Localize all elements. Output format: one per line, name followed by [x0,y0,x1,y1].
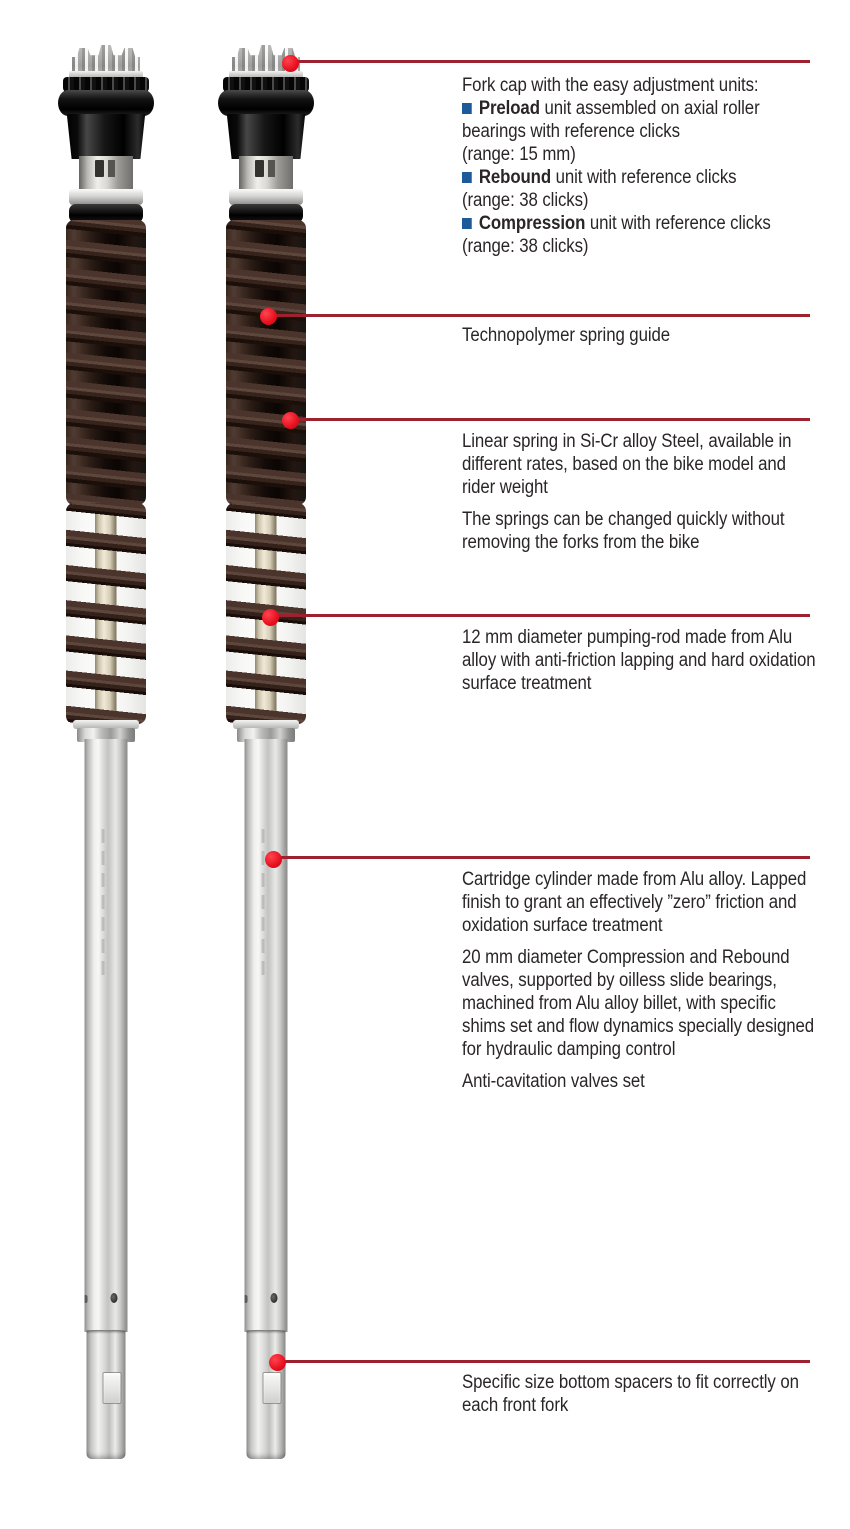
callout-dot-pumping-rod [262,609,279,626]
bottom-spacer [87,1330,126,1459]
annotation-paragraph [462,508,816,554]
bleed-hole [271,1293,278,1303]
laser-etching [102,829,105,979]
annotation-paragraph [462,324,816,347]
annotation-text: Linear spring in Si-Cr alloy Steel, available in different rates, based on the bike model and rider weight [462,431,792,498]
emphasis-label: Preload [478,98,540,119]
spring-seat-flange [229,189,303,205]
laser-etching [262,829,265,979]
callout-dot-bottom-spacers [269,1354,286,1371]
callout-line-bottom-spacers [277,1360,810,1363]
annotation-text: Specific size bottom spacers to fit correctly on each front fork [462,1372,799,1416]
callout-line-cartridge-cylinder [273,856,810,859]
annotation-paragraph [462,868,816,937]
annotation-paragraph [462,626,816,695]
emphasis-label: Rebound [478,167,552,188]
annotation-paragraph [462,143,816,166]
annotation-text: The springs can be changed quickly without removing the forks from the bike [462,509,785,553]
callout-text-linear-spring [462,430,816,554]
callout-text-pumping-rod [462,626,816,695]
annotation-text: (range: 15 mm) [462,144,576,165]
cartridge-cylinder-tube [85,739,128,1332]
annotation-text: 12 mm diameter pumping-rod made from Alu alloy with anti-friction lapping and hard oxidation surface treatment [462,627,816,694]
annotation-text: Technopolymer spring guide [462,325,671,346]
spring-seat-flange [69,189,143,205]
callout-text-spring-guide [462,324,816,347]
fork-cap-body [226,114,306,159]
cap-slot [108,160,115,177]
annotation-paragraph [462,74,816,97]
callout-dot-fork-cap [282,55,299,72]
annotation-text: Cartridge cylinder made from Alu alloy. Lapped finish to grant an effectively ”zero” friction and oxidation surface treatment [462,869,807,936]
annotation-paragraph [462,946,816,1061]
annotation-text: unit with reference clicks [551,167,737,188]
annotation-paragraph [462,97,816,143]
edge-notch [245,1295,248,1303]
annotation-text: Anti-cavitation valves set [462,1071,645,1092]
bullet-square-icon [462,172,472,183]
spring-over-guide [66,220,146,505]
bullet-square-icon [462,103,472,114]
edge-notch [85,1295,88,1303]
spring-over-rod [66,503,146,724]
cap-silver-section [79,156,133,191]
fork-cap-flange [58,90,154,116]
emphasis-label: Compression [478,213,586,234]
annotation-paragraph [462,166,816,189]
callout-dot-cartridge-cylinder [265,851,282,868]
annotation-text: (range: 38 clicks) [462,190,589,211]
cap-slot [268,160,275,177]
fork-cartridge-left [51,45,161,1465]
annotation-paragraph [462,1070,816,1093]
callout-dot-spring-guide [260,308,277,325]
bottom-spacer [247,1330,286,1459]
annotation-paragraph [462,1371,816,1417]
spacer-slot [264,1373,281,1403]
spring-over-guide [226,220,306,505]
annotation-paragraph [462,235,816,258]
callout-line-pumping-rod [270,614,810,617]
bleed-hole [111,1293,118,1303]
callout-text-cartridge-cylinder [462,868,816,1093]
annotation-text: unit with reference clicks [585,213,771,234]
annotation-paragraph [462,430,816,499]
fork-cap-body [66,114,146,159]
annotation-text: 20 mm diameter Compression and Rebound valves, supported by oilless slide bearings, machined from Alu alloy billet, with specific shims set and flow dynamics specially designed for hydraulic damping control [462,947,815,1060]
fork-cartridge-right [211,45,321,1465]
cartridge-cylinder-tube [245,739,288,1332]
callout-text-fork-cap [462,74,816,258]
annotation-paragraph [462,212,816,235]
cap-slot [95,160,104,177]
bullet-square-icon [462,218,472,229]
fork-cap-flange [218,90,314,116]
annotation-text: Fork cap with the easy adjustment units: [462,75,759,96]
cap-silver-section [239,156,293,191]
annotation-text: unit assembled on axial roller bearings with reference clicks [462,98,760,142]
cap-slot [255,160,264,177]
callout-dot-linear-spring [282,412,299,429]
annotation-paragraph [462,189,816,212]
spacer-slot [104,1373,121,1403]
callout-text-bottom-spacers [462,1371,816,1417]
annotation-text: (range: 38 clicks) [462,236,589,257]
callout-line-linear-spring [290,418,810,421]
callout-line-fork-cap [290,60,810,63]
callout-line-spring-guide [268,314,810,317]
